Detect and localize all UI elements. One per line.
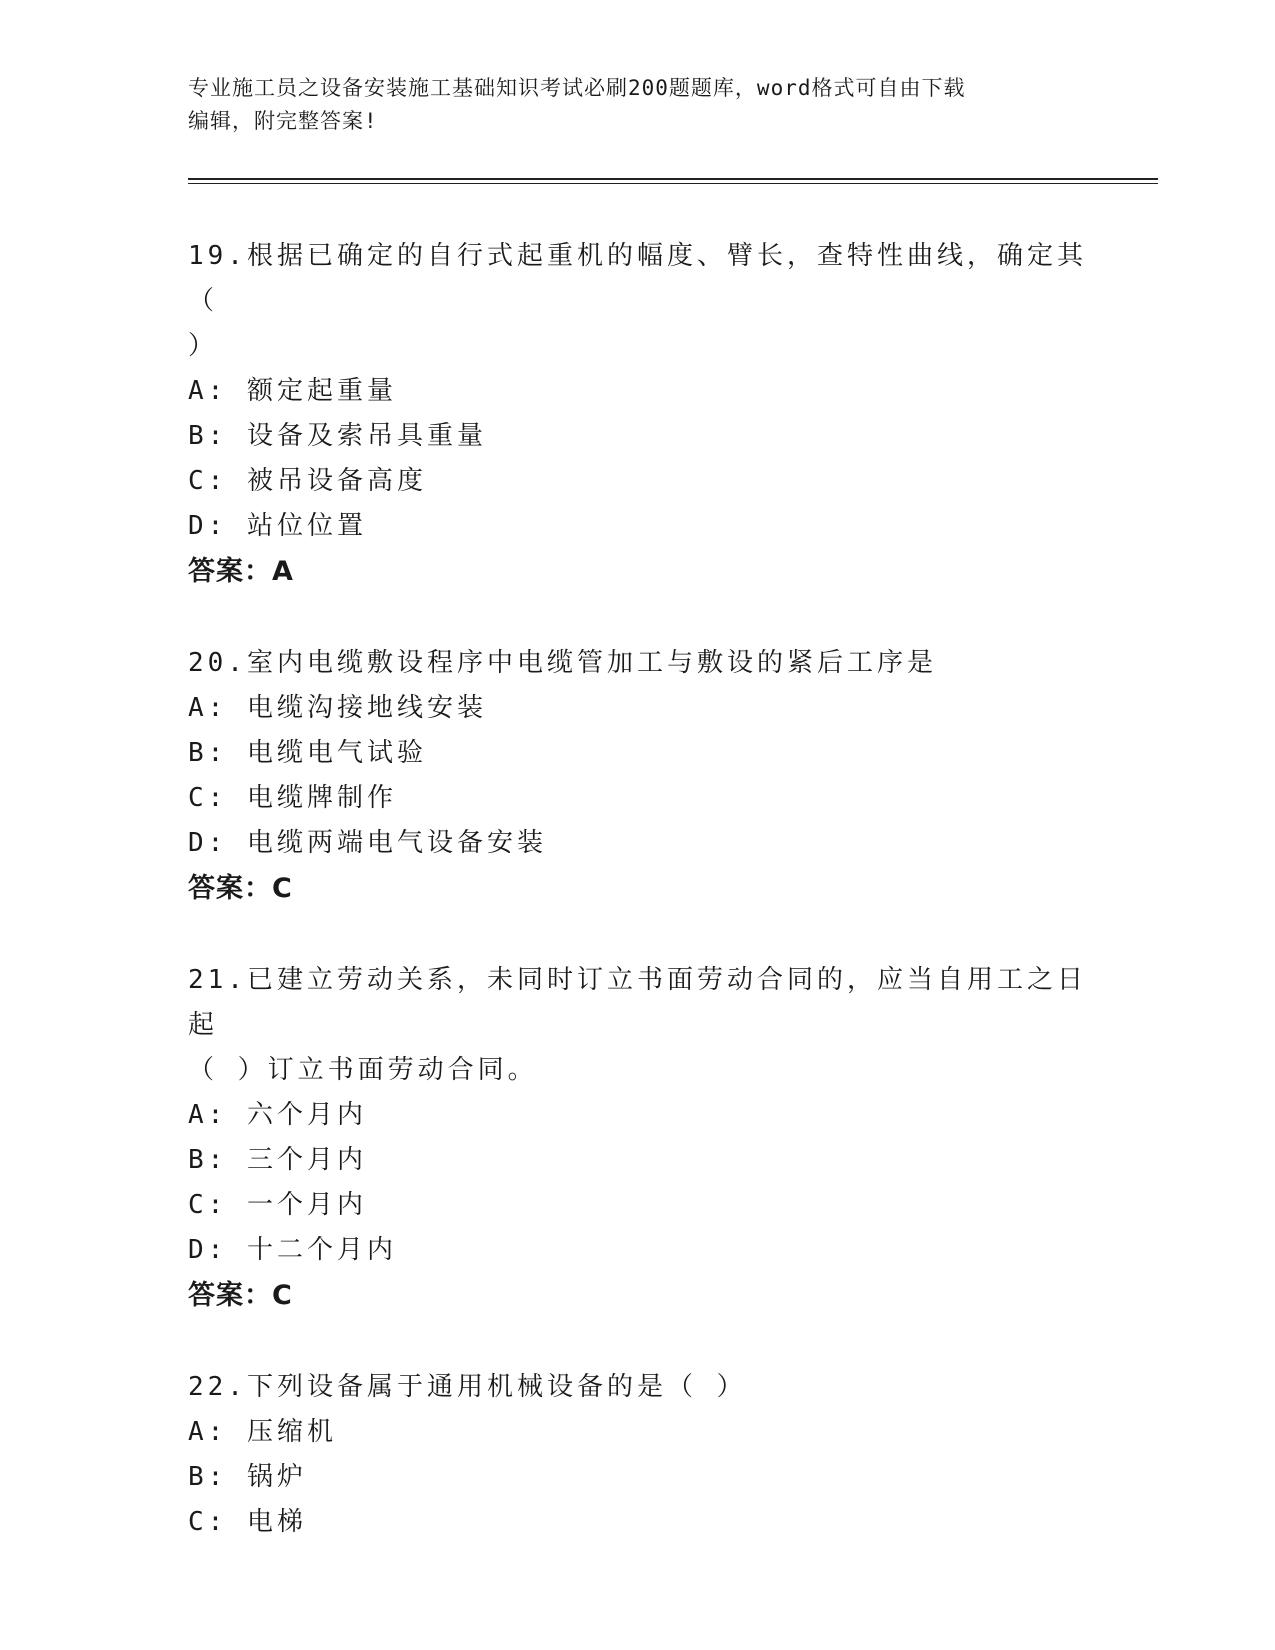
option-b: B: 三个月内	[188, 1145, 367, 1175]
option-c: C: 被吊设备高度	[188, 466, 427, 496]
question-list	[188, 234, 1088, 1591]
question-stem: 19.根据已确定的自行式起重机的幅度、臂长，查特性曲线，确定其（	[188, 241, 1087, 316]
question-22	[188, 1365, 1088, 1545]
document-header	[188, 72, 1088, 138]
question-20	[188, 641, 1088, 912]
header-divider-thin	[188, 183, 1158, 184]
option-c: C: 一个月内	[188, 1190, 367, 1220]
option-a: A: 额定起重量	[188, 376, 397, 406]
option-d: D: 站位位置	[188, 511, 367, 541]
question-stem: 22.下列设备属于通用机械设备的是（ ）	[188, 1372, 747, 1402]
answer-label: 答案：C	[188, 1280, 293, 1311]
question-stem: 20.室内电缆敷设程序中电缆管加工与敷设的紧后工序是	[188, 648, 937, 678]
option-b: B: 电缆电气试验	[188, 738, 427, 768]
header-divider-thick	[188, 178, 1158, 180]
question-stem-continued: （ ）订立书面劳动合同。	[188, 1055, 538, 1085]
header-title-line-2: 编辑，附完整答案!	[188, 109, 378, 133]
answer-label: 答案：A	[188, 556, 294, 587]
option-c: C: 电缆牌制作	[188, 783, 397, 813]
option-d: D: 十二个月内	[188, 1235, 397, 1265]
option-d: D: 电缆两端电气设备安装	[188, 828, 547, 858]
answer-label: 答案：C	[188, 873, 293, 904]
question-19	[188, 234, 1088, 595]
option-b: B: 设备及索吊具重量	[188, 421, 487, 451]
option-c: C: 电梯	[188, 1507, 307, 1537]
question-21	[188, 958, 1088, 1319]
option-a: A: 电缆沟接地线安装	[188, 693, 487, 723]
header-title-line-1: 专业施工员之设备安装施工基础知识考试必刷200题题库，word格式可自由下载	[188, 76, 966, 100]
question-stem: 21.已建立劳动关系，未同时订立书面劳动合同的，应当自用工之日起	[188, 965, 1087, 1040]
option-a: A: 六个月内	[188, 1100, 367, 1130]
question-stem-continued: ）	[188, 331, 219, 361]
option-a: A: 压缩机	[188, 1417, 337, 1447]
option-b: B: 锅炉	[188, 1462, 307, 1492]
